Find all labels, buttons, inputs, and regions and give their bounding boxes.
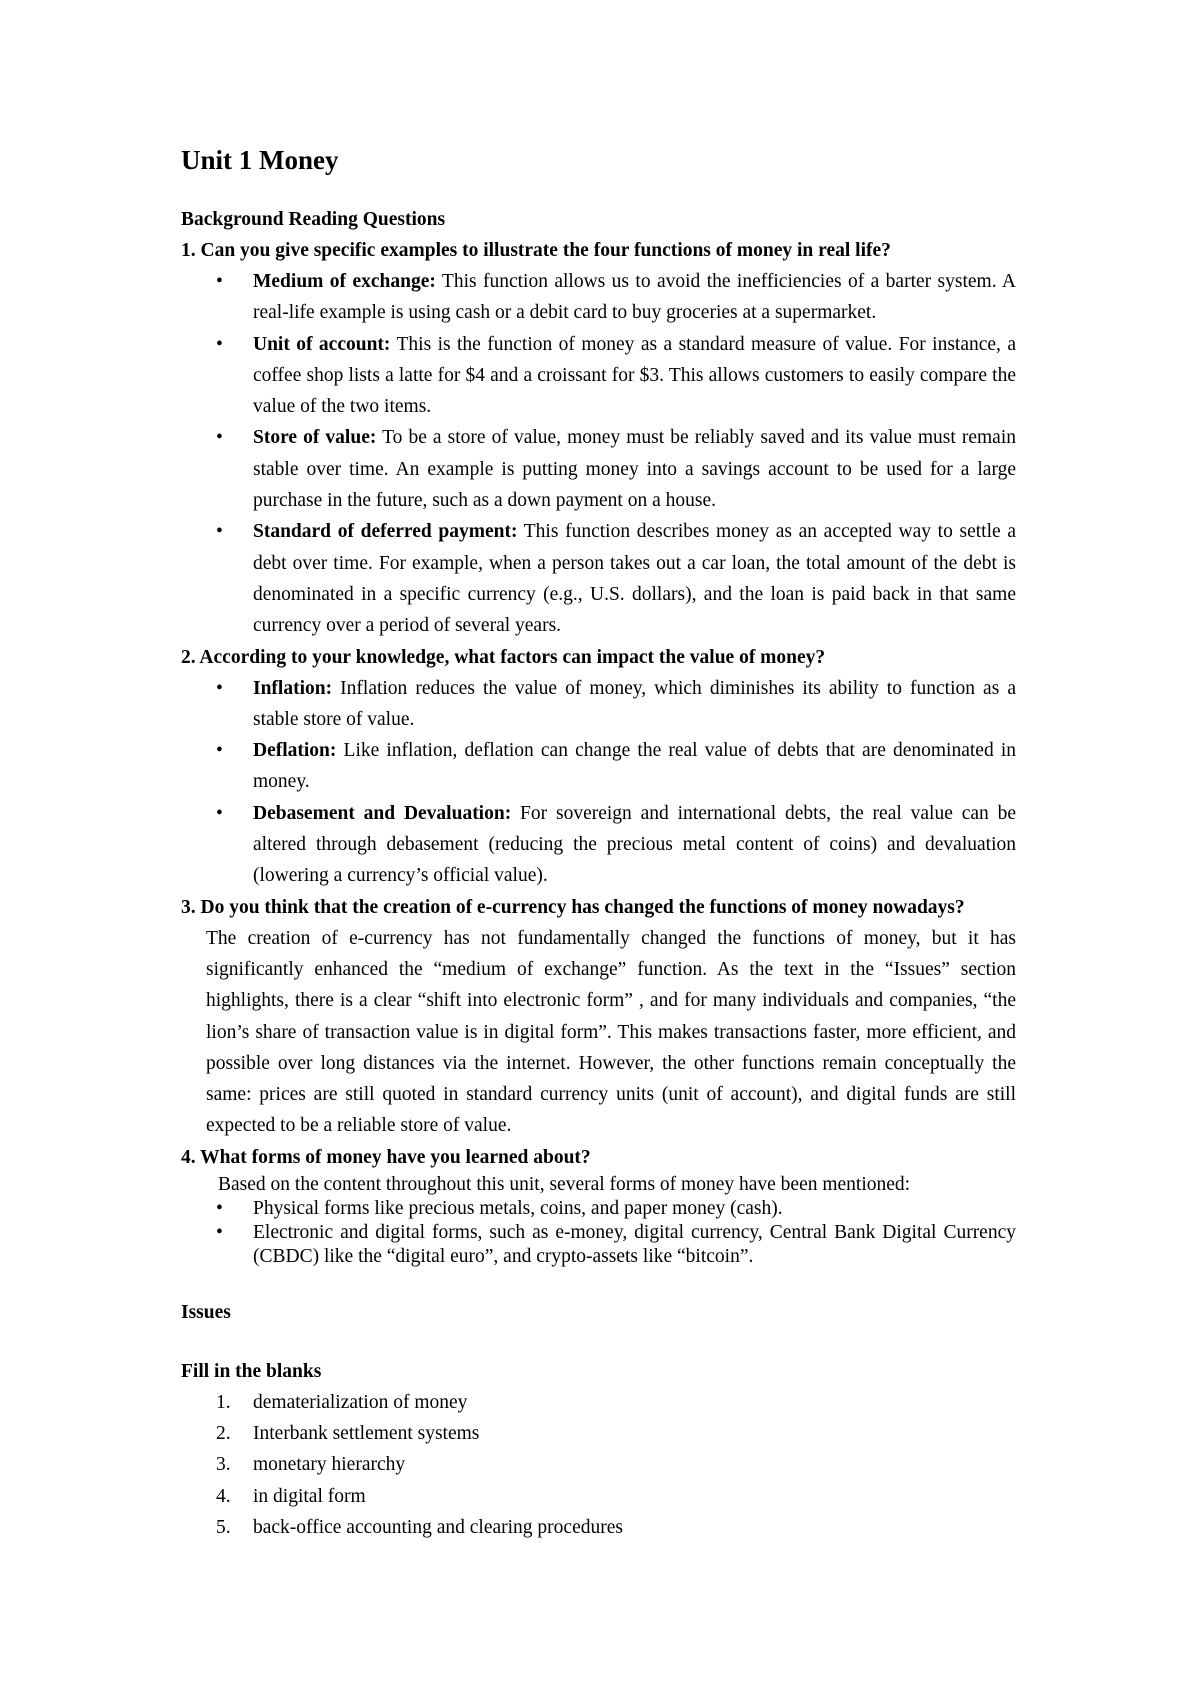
item-number: 2. [216, 1423, 231, 1445]
fill-in-blanks-list [181, 1387, 1016, 1543]
item-number: 4. [216, 1485, 231, 1507]
bullet-term: Debasement and Devaluation: [253, 802, 512, 824]
item-text: Interbank settlement systems [253, 1423, 480, 1445]
issues-heading: Issues [181, 1301, 231, 1323]
bullet-store-of-value [253, 422, 1016, 516]
bullet-text: For sovereign and international debts, the real value can be altered through debasement (reducing the precious metal content of coins) and devaluation (lowering a currency’s official value). [253, 802, 1017, 887]
question-1-bullets [181, 266, 1016, 642]
item-number: 5. [216, 1516, 231, 1538]
bullet-deflation [253, 735, 1016, 798]
bullet-unit-of-account [253, 329, 1016, 423]
list-item [216, 1387, 1016, 1418]
bullet-text: This function allows us to avoid the inefficiencies of a barter system. A real-life example is using cash or a debit card to buy groceries at a supermarket. [253, 271, 1016, 324]
question-4: 4. What forms of money have you learned about? [181, 1146, 591, 1168]
bullet-term: Medium of exchange: [253, 271, 436, 292]
bullet-text: Inflation reduces the value of money, which diminishes its ability to function as a stable store of value. [253, 677, 1016, 730]
bullet-term: Store of value: [253, 427, 377, 449]
spacer [181, 1328, 1016, 1356]
item-text: back-office accounting and clearing procedures [253, 1516, 623, 1538]
question-2: 2. According to your knowledge, what factors can impact the value of money? [181, 646, 826, 668]
item-text: monetary hierarchy [253, 1454, 406, 1476]
list-item [216, 1418, 1016, 1449]
document-page [181, 142, 1016, 1543]
item-text: in digital form [253, 1485, 366, 1507]
list-item [216, 1449, 1016, 1480]
bullet-text: Like inflation, deflation can change the real value of debts that are denominated in money. [253, 740, 1016, 793]
bullet-term: Unit of account: [253, 333, 391, 355]
bullet-electronic-forms: • Electronic and digital forms, such as e-money, digital currency, Central Bank Digital Currency (CBDC) like the “digital euro”, and crypto-assets like “bitcoin”. [253, 1221, 1016, 1269]
bullet-inflation [253, 673, 1016, 736]
unit-title: Unit 1 Money [181, 145, 339, 175]
background-heading: Background Reading Questions [181, 209, 446, 230]
item-number: 1. [216, 1391, 231, 1413]
question-3-answer: The creation of e-currency has not fundamentally changed the functions of money, but it has significantly enhanced the “medium of exchange” function. As the text in the “Issues” section highlights, there is a clear “shift into electronic form” , and for many individuals and companies, “the lion’s share of transaction value is in digital form”. This makes transactions faster, more efficient, and possible over long distances via the internet. However, the other functions remain conceptually the same: prices are still quoted in standard currency units (unit of account), and digital funds are still expected to be a reliable store of value. [206, 927, 1016, 1137]
fill-in-blanks-heading: Fill in the blanks [181, 1360, 322, 1382]
bullet-text: This function describes money as an accepted way to settle a debt over time. For example, when a person takes out a car loan, the total amount of the debt is denominated in a specific currency (e.g., U.S. dollars), and the loan is paid back in that same currency over a period of several years. [253, 521, 1016, 637]
bullet-text: This is the function of money as a standard measure of value. For instance, a coffee shop lists a latte for $4 and a croissant for $3. This allows customers to easily compare the value of the two items. [253, 333, 1016, 418]
bullet-standard-of-deferred-payment [253, 516, 1016, 641]
question-1: 1. Can you give specific examples to illustrate the four functions of money in real life? [181, 240, 891, 261]
bullet-term: Deflation: [253, 740, 337, 762]
question-4-bullets [181, 1197, 1016, 1269]
item-number: 3. [216, 1454, 231, 1476]
question-4-intro: Based on the content throughout this unit, several forms of money have been mentioned: [218, 1173, 911, 1195]
bullet-text: To be a store of value, money must be reliably saved and its value must remain stable over time. An example is putting money into a savings account to be used for a large purchase in the future, such as a down payment on a house. [253, 427, 1016, 512]
bullet-term: Inflation: [253, 677, 333, 699]
item-text: dematerialization of money [253, 1391, 468, 1413]
bullet-term: Standard of deferred payment: [253, 521, 518, 543]
question-2-bullets [181, 673, 1016, 892]
bullet-medium-of-exchange [253, 266, 1016, 329]
list-item [216, 1512, 1016, 1543]
list-item [216, 1481, 1016, 1512]
question-3: 3. Do you think that the creation of e-currency has changed the functions of money nowadays? [181, 896, 965, 918]
bullet-physical-forms: • Physical forms like precious metals, coins, and paper money (cash). [253, 1197, 1016, 1221]
spacer [181, 1269, 1016, 1297]
bullet-debasement-devaluation [253, 798, 1016, 892]
